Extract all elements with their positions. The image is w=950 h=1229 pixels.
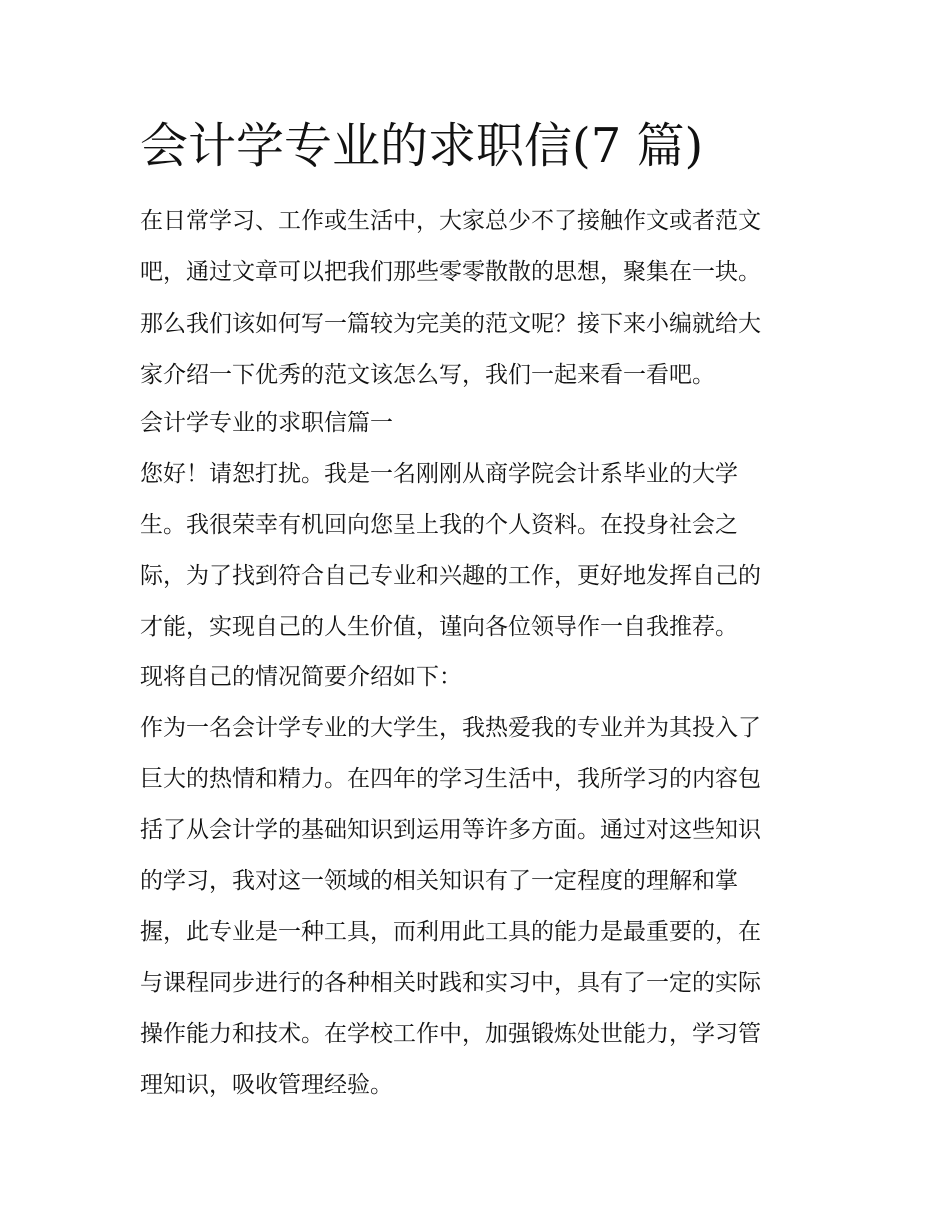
- text-line: 才能，实现自己的人生价值，谨向各位领导作一自我推荐。: [140, 614, 738, 640]
- text-line: 家介绍一下优秀的范文该怎么写，我们一起来看一看吧。: [140, 362, 715, 388]
- section-heading: 会计学专业的求职信篇一: [140, 410, 393, 436]
- document-title: 会计学专业的求职信(7 篇): [140, 118, 704, 174]
- text-line: 的学习，我对这一领域的相关知识有了一定程度的理解和掌: [140, 868, 738, 894]
- text-line: 作为一名会计学专业的大学生，我热爱我的专业并为其投入了: [140, 715, 761, 741]
- text-line: 巨大的热情和精力。在四年的学习生活中，我所学习的内容包: [140, 766, 761, 792]
- text-line: 现将自己的情况简要介绍如下：: [140, 664, 462, 690]
- text-line: 握，此专业是一种工具，而利用此工具的能力是最重要的，在: [140, 919, 761, 945]
- text-line: 在日常学习、工作或生活中，大家总少不了接触作文或者范文: [140, 208, 761, 234]
- text-line: 操作能力和技术。在学校工作中，加强锻炼处世能力，学习管: [140, 1021, 761, 1047]
- text-line: 生。我很荣幸有机回向您呈上我的个人资料。在投身社会之: [140, 512, 738, 538]
- text-line: 吧，通过文章可以把我们那些零零散散的思想，聚集在一块。: [140, 259, 761, 285]
- text-line: 理知识，吸收管理经验。: [140, 1072, 393, 1098]
- text-line: 与课程同步进行的各种相关时践和实习中，具有了一定的实际: [140, 970, 761, 996]
- text-line: 那么我们该如何写一篇较为完美的范文呢？接下来小编就给大: [140, 311, 761, 337]
- text-line: 您好！请恕打扰。我是一名刚刚从商学院会计系毕业的大学: [140, 461, 738, 487]
- text-line: 括了从会计学的基础知识到运用等许多方面。通过对这些知识: [140, 817, 761, 843]
- text-line: 际，为了找到符合自己专业和兴趣的工作，更好地发挥自己的: [140, 563, 761, 589]
